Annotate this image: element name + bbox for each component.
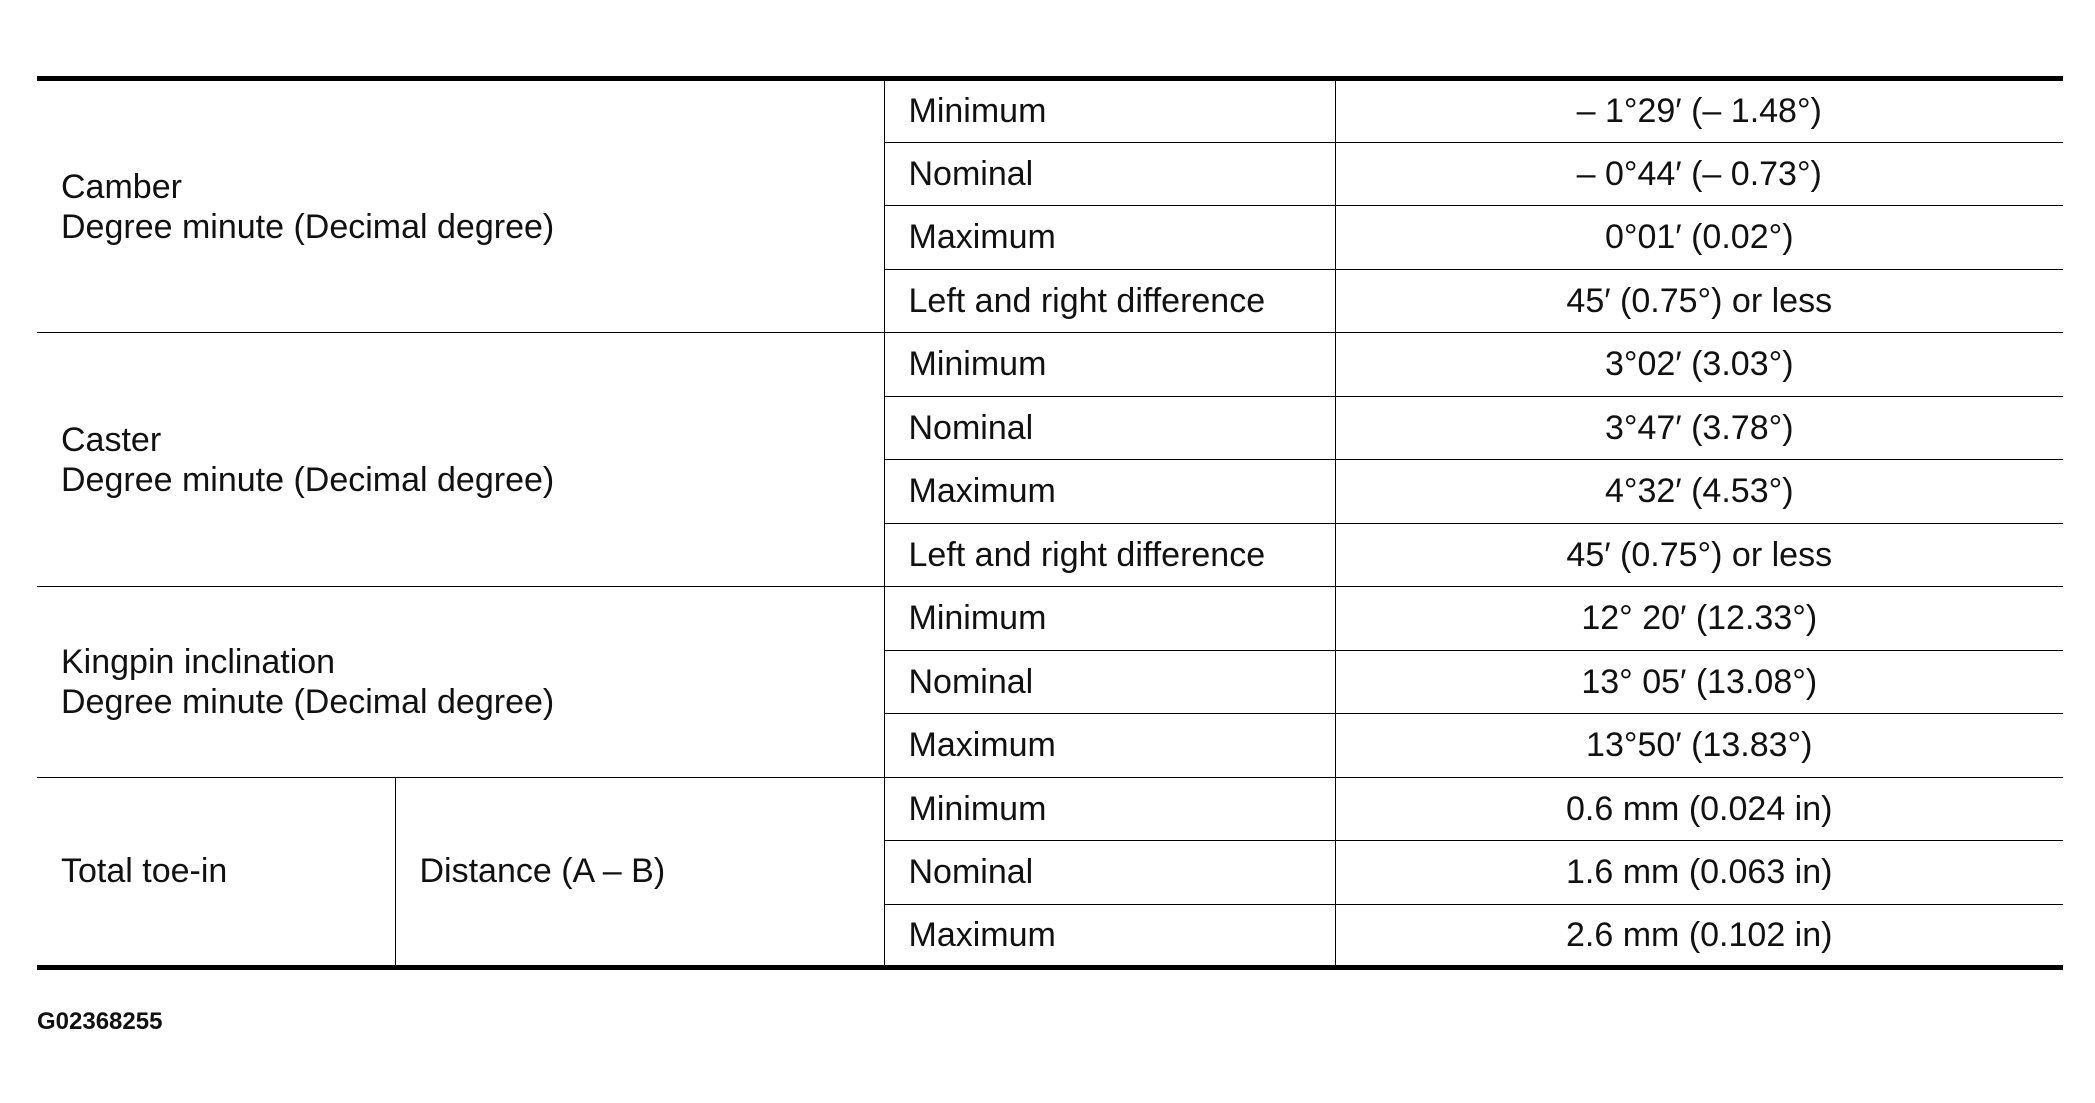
spec-value: 3°47′ (3.78°) xyxy=(1335,396,2063,460)
spec-label: Minimum xyxy=(884,587,1335,651)
spec-label: Nominal xyxy=(884,650,1335,714)
table-row xyxy=(37,587,2063,651)
spec-value: 3°02′ (3.03°) xyxy=(1335,333,2063,397)
spec-label: Nominal xyxy=(884,142,1335,206)
spec-value: 45′ (0.75°) or less xyxy=(1335,269,2063,333)
spec-label: Maximum xyxy=(884,714,1335,778)
parameter-name: Total toe-in xyxy=(61,852,228,891)
figure-id: G02368255 xyxy=(37,1008,163,1035)
spec-value: 13° 05′ (13.08°) xyxy=(1335,650,2063,714)
spec-label: Minimum xyxy=(884,79,1335,143)
spec-label: Nominal xyxy=(884,841,1335,905)
spec-value: 0.6 mm (0.024 in) xyxy=(1335,777,2063,841)
table-row xyxy=(37,333,2063,397)
spec-value: – 1°29′ (– 1.48°) xyxy=(1335,79,2063,143)
spec-value: 4°32′ (4.53°) xyxy=(1335,460,2063,524)
table-row xyxy=(37,777,2063,841)
toe-in-parameter-cell xyxy=(37,777,395,968)
parameter-unit: Degree minute (Decimal degree) xyxy=(61,682,555,721)
table-row xyxy=(37,79,2063,143)
spec-value: 0°01′ (0.02°) xyxy=(1335,206,2063,270)
parameter-name: Caster xyxy=(61,420,162,459)
spec-label: Maximum xyxy=(884,904,1335,968)
camber-parameter-cell xyxy=(37,79,884,333)
spec-label: Minimum xyxy=(884,333,1335,397)
alignment-spec-table xyxy=(37,76,2063,970)
spec-value: 2.6 mm (0.102 in) xyxy=(1566,915,1833,954)
kingpin-parameter-cell xyxy=(37,587,884,778)
toe-in-sub-parameter-cell xyxy=(395,777,884,968)
spec-label: Maximum xyxy=(884,206,1335,270)
spec-value: 13°50′ (13.83°) xyxy=(1335,714,2063,778)
parameter-unit: Degree minute (Decimal degree) xyxy=(61,207,555,246)
caster-parameter-cell xyxy=(37,333,884,587)
spec-label: Maximum xyxy=(884,460,1335,524)
spec-label: Nominal xyxy=(884,396,1335,460)
spec-label: Left and right difference xyxy=(884,523,1335,587)
spec-value: 12° 20′ (12.33°) xyxy=(1335,587,2063,651)
spec-value: – 0°44′ (– 0.73°) xyxy=(1335,142,2063,206)
spec-value: 1.6 mm (0.063 in) xyxy=(1335,841,2063,905)
spec-label: Minimum xyxy=(884,777,1335,841)
spec-label: Left and right difference xyxy=(884,269,1335,333)
parameter-unit: Degree minute (Decimal degree) xyxy=(61,460,555,499)
parameter-sub: Distance (A – B) xyxy=(419,852,666,891)
spec-value: 45′ (0.75°) or less xyxy=(1335,523,2063,587)
parameter-name: Kingpin inclination xyxy=(61,642,336,681)
parameter-name: Camber xyxy=(61,167,182,206)
